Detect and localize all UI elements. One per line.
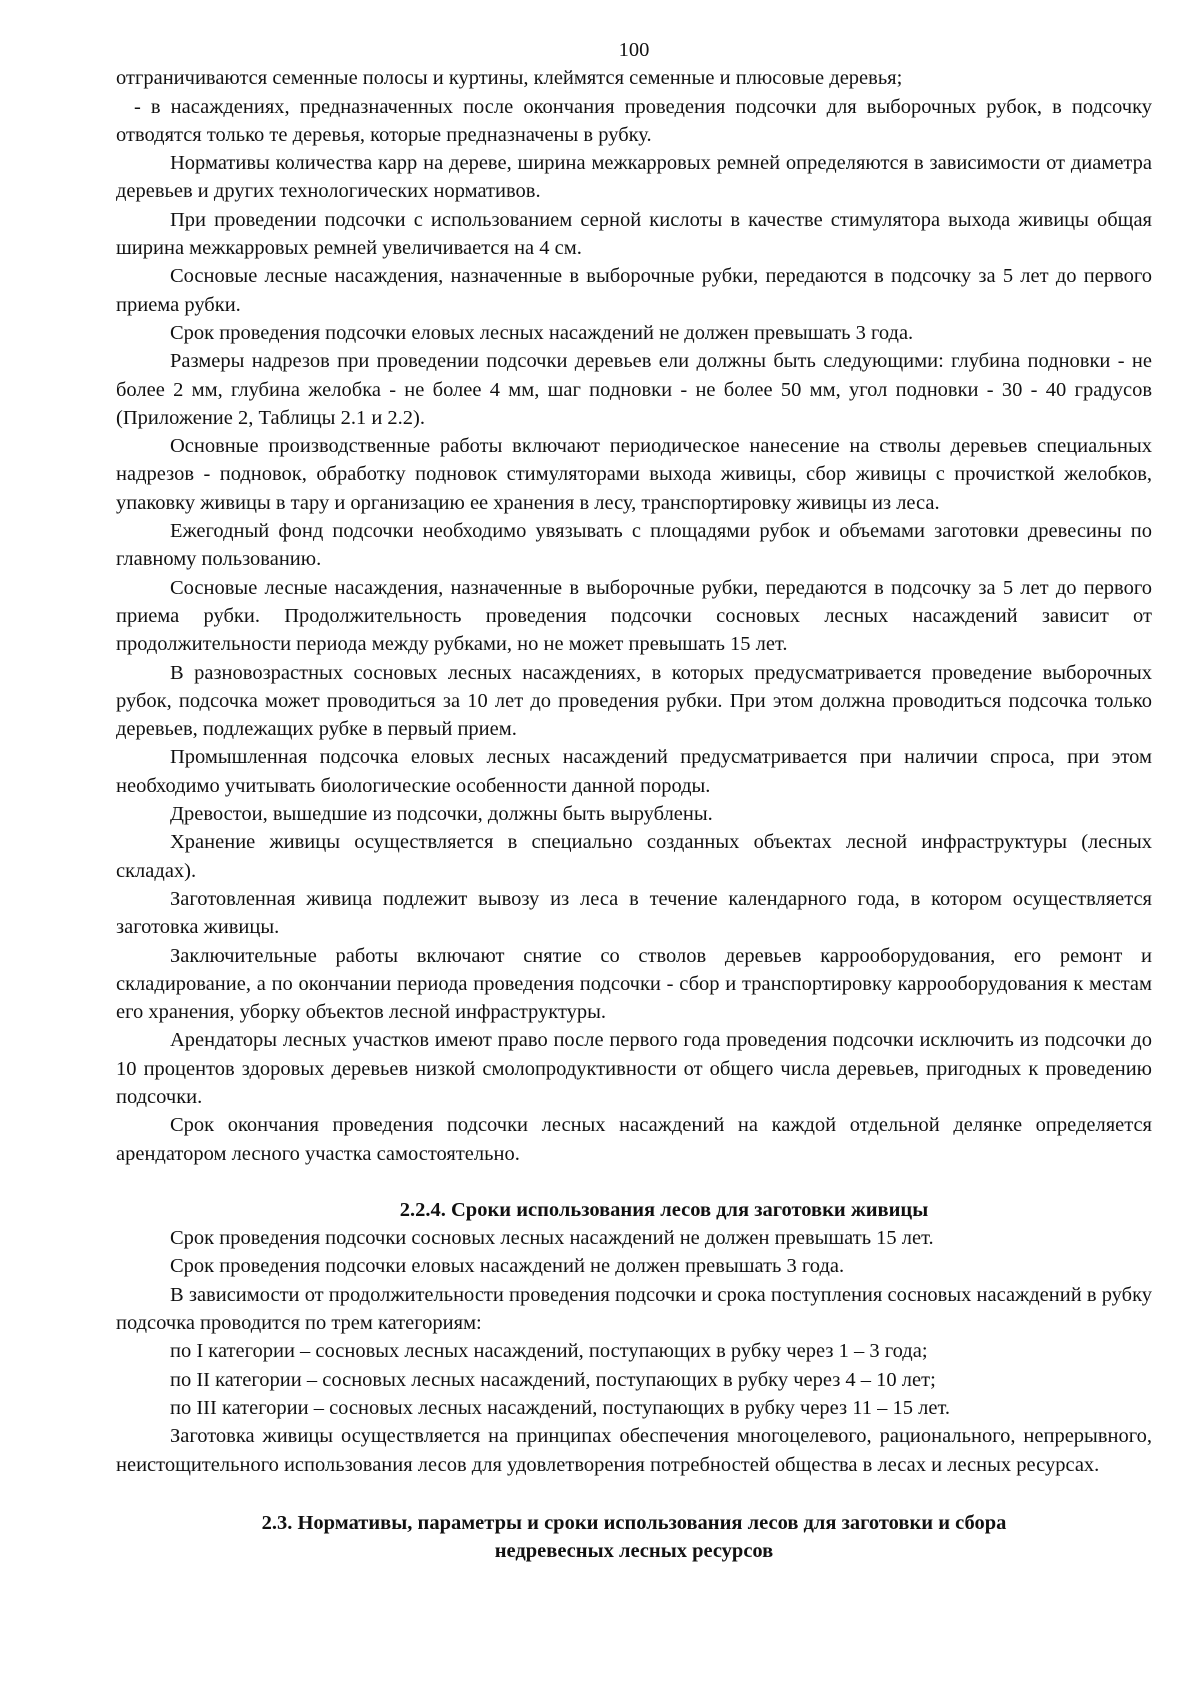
paragraph: по I категории – сосновых лесных насаждений, поступающих в рубку через 1 – 3 года; xyxy=(170,1340,928,1363)
paragraph: Промышленная подсочка еловых лесных насаждений предусматривается при наличии спроса, при этом необходимо учитывать биологические особенности данной породы. xyxy=(116,746,1152,797)
paragraph: Срок проведения подсочки еловых лесных насаждений не должен превышать 3 года. xyxy=(170,321,914,344)
paragraph: В разновозрастных сосновых лесных насаждениях, в которых предусматривается проведение выборочных рубок, подсочка может проводиться за 10 лет до проведения рубки. При этом должна проводиться подсочка только деревьев, подлежащих рубке в первый прием. xyxy=(116,661,1152,741)
paragraph: Арендаторы лесных участков имеют право после первого года проведения подсочки исключить из подсочки до 10 процентов здоровых деревьев низкой смолопродуктивности от общего числа деревьев, пригодных к проведению подсочки. xyxy=(116,1029,1152,1108)
paragraph: Основные производственные работы включают периодическое нанесение на стволы деревьев специальных надрезов - подновок, обработку подновок стимуляторами выхода живицы, сбор живицы с прочисткой желобков, упаковку живицы в тару и организацию ее хранения в лесу, транспортировку живицы из леса. xyxy=(116,435,1152,514)
paragraph: Сосновые лесные насаждения, назначенные в выборочные рубки, передаются в подсочку за 5 лет до первого приема рубки. xyxy=(116,265,1152,316)
paragraph: Хранение живицы осуществляется в специально созданных объектах лесной инфраструктуры (лесных складах). xyxy=(116,831,1152,882)
section-heading-2-3 xyxy=(116,1509,1152,1566)
paragraph: Древостои, вышедшие из подсочки, должны быть вырублены. xyxy=(170,803,713,826)
section-heading-2-3-line1: 2.3. Нормативы, параметры и сроки использования лесов для заготовки и сбора xyxy=(261,1511,1007,1534)
paragraph: Заготовленная живица подлежит вывозу из леса в течение календарного года, в котором осуществляется заготовка живицы. xyxy=(116,887,1152,939)
paragraph: Размеры надрезов при проведении подсочки деревьев ели должны быть следующими: глубина подновки - не более 2 мм, глубина желобка - не более 4 мм, шаг подновки - не более 50 мм, угол подновки - 30 - 40 градусов (Приложение 2, Таблицы 2.1 и 2.2). xyxy=(116,350,1152,429)
paragraph: - в насаждениях, предназначенных после окончания проведения подсочки для выборочных рубок, в подсочку отводятся только те деревья, которые предназначены в рубку. xyxy=(116,95,1152,146)
section-2-2-4-text-block xyxy=(116,1224,1152,1479)
paragraph: Срок проведения подсочки сосновых лесных насаждений не должен превышать 15 лет. xyxy=(170,1227,934,1250)
paragraph: Заключительные работы включают снятие со стволов деревьев каррооборудования, его ремонт и складирование, а по окончании периода проведения подсочки - сбор и транспортировку каррооборудования к местам его хранения, уборку объектов лесной инфраструктуры. xyxy=(116,944,1152,1024)
paragraph: Заготовка живицы осуществляется на принципах обеспечения многоцелевого, рационального, непрерывного, неистощительного использования лесов для удовлетворения потребностей общества в лесах и лесных ресурсах. xyxy=(116,1425,1152,1476)
paragraph: отграничиваются семенные полосы и куртины, клеймятся семенные и плюсовые деревья; xyxy=(116,67,903,90)
paragraph: Срок проведения подсочки еловых насаждений не должен превышать 3 года. xyxy=(170,1255,845,1278)
paragraph: Срок окончания проведения подсочки лесных насаждений на каждой отдельной делянке определяется арендатором лесного участка самостоятельно. xyxy=(116,1114,1152,1165)
paragraph: по III категории – сосновых лесных насаждений, поступающих в рубку через 11 – 15 лет. xyxy=(170,1396,950,1419)
paragraph: В зависимости от продолжительности проведения подсочки и срока поступления сосновых насаждений в рубку подсочка проводится по трем категориям: xyxy=(116,1283,1152,1335)
paragraph: Ежегодный фонд подсочки необходимо увязывать с площадями рубок и объемами заготовки древесины по главному пользованию. xyxy=(116,520,1152,571)
paragraph: Нормативы количества карр на дереве, ширина межкарровых ремней определяются в зависимости от диаметра деревьев и других технологических нормативов. xyxy=(116,152,1152,203)
section-heading-2-3-line2: недревесных лесных ресурсов xyxy=(494,1540,774,1563)
section-heading-2-2-4: 2.2.4. Сроки использования лесов для заготовки живицы xyxy=(399,1198,929,1221)
paragraph: Сосновые лесные насаждения, назначенные в выборочные рубки, передаются в подсочку за 5 лет до первого приема рубки. Продолжительность проведения подсочки сосновых лесных насаждений зависит от продолжительности периода между рубками, но не может превышать 15 лет. xyxy=(116,576,1152,656)
page-number: 100 xyxy=(618,39,650,61)
body-text-block xyxy=(116,64,1152,1168)
document-page xyxy=(116,36,1152,1565)
paragraph: При проведении подсочки с использованием серной кислоты в качестве стимулятора выхода живицы общая ширина межкарровых ремней увеличивается на 4 см. xyxy=(116,208,1152,260)
paragraph: по II категории – сосновых лесных насаждений, поступающих в рубку через 4 – 10 лет; xyxy=(170,1368,936,1391)
